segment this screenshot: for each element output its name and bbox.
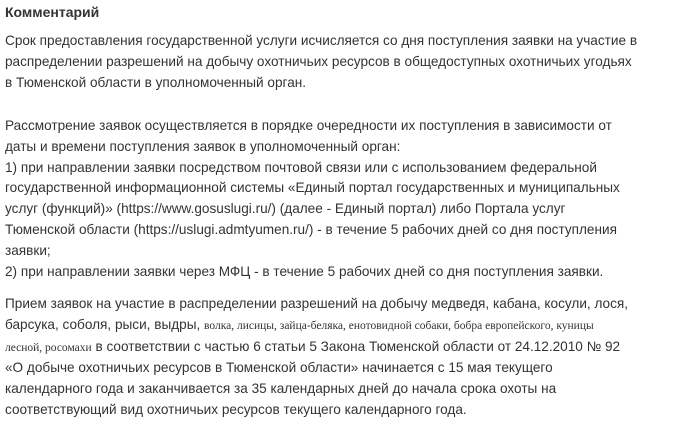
text-line: Тюменской области (https://uslugi.admtyumen.ru/) - в течение 5 рабочих дней со дня поступления [5,221,617,237]
text-line: государственной информационной системы «Единый портал государственных и муниципальных [5,180,620,196]
text-line: 1) при направлении заявки посредством почтовой связи или с использованием федеральной [5,159,597,175]
text-line: Срок предоставления государственной услуги исчисляется со дня поступления заявки на участие в [5,33,638,48]
paragraph-application-dates [5,294,689,421]
text-line: «О добыче охотничьих ресурсов в Тюменской области» начинается с 15 мая текущего [5,360,553,376]
text-line [5,315,689,337]
text-segment: в соответствии с частью 6 статьи 5 Закона Тюменской области от 24.12.2010 № 92 [91,338,621,354]
text-segment-serif: лесной, росомахи [5,341,92,354]
text-line: распределении разрешений на добычу охотничьих ресурсов в общедоступных охотничьих угодьях [5,53,632,69]
text-line: в Тюменской области в уполномоченный орган. [5,74,307,90]
text-line: соответствующий вид охотничьих ресурсов текущего календарного года. [5,401,467,417]
text-line [5,337,689,359]
paragraph-review-order [5,116,689,282]
text-line: услуг (функций)» (https://www.gosuslugi.ru/) (далее - Единый портал) либо Портала услуг [5,201,566,217]
text-line: Прием заявок на участие в распределении разрешений на добычу медведя, кабана, косули, лося, [5,296,629,311]
text-line: 2) при направлении заявки через МФЦ - в течение 5 рабочих дней со дня поступления заявки. [5,263,604,279]
text-segment-serif: волка, лисицы, зайца-беляка, енотовидной собаки, бобра европейского, куницы [204,319,594,332]
paragraph-service-term [5,31,689,93]
text-line: Рассмотрение заявок осуществляется в порядке очередности их поступления в зависимости от [5,118,612,133]
text-line: заявки; [5,242,51,258]
text-segment: барсука, соболя, рыси, выдры, [5,316,205,332]
comment-heading: Комментарий [5,4,100,20]
text-line: календарного года и заканчивается за 35 календарных дней до начала срока охоты на [5,381,557,397]
text-line: даты и времени поступления заявок в уполномоченный орган: [5,138,401,154]
